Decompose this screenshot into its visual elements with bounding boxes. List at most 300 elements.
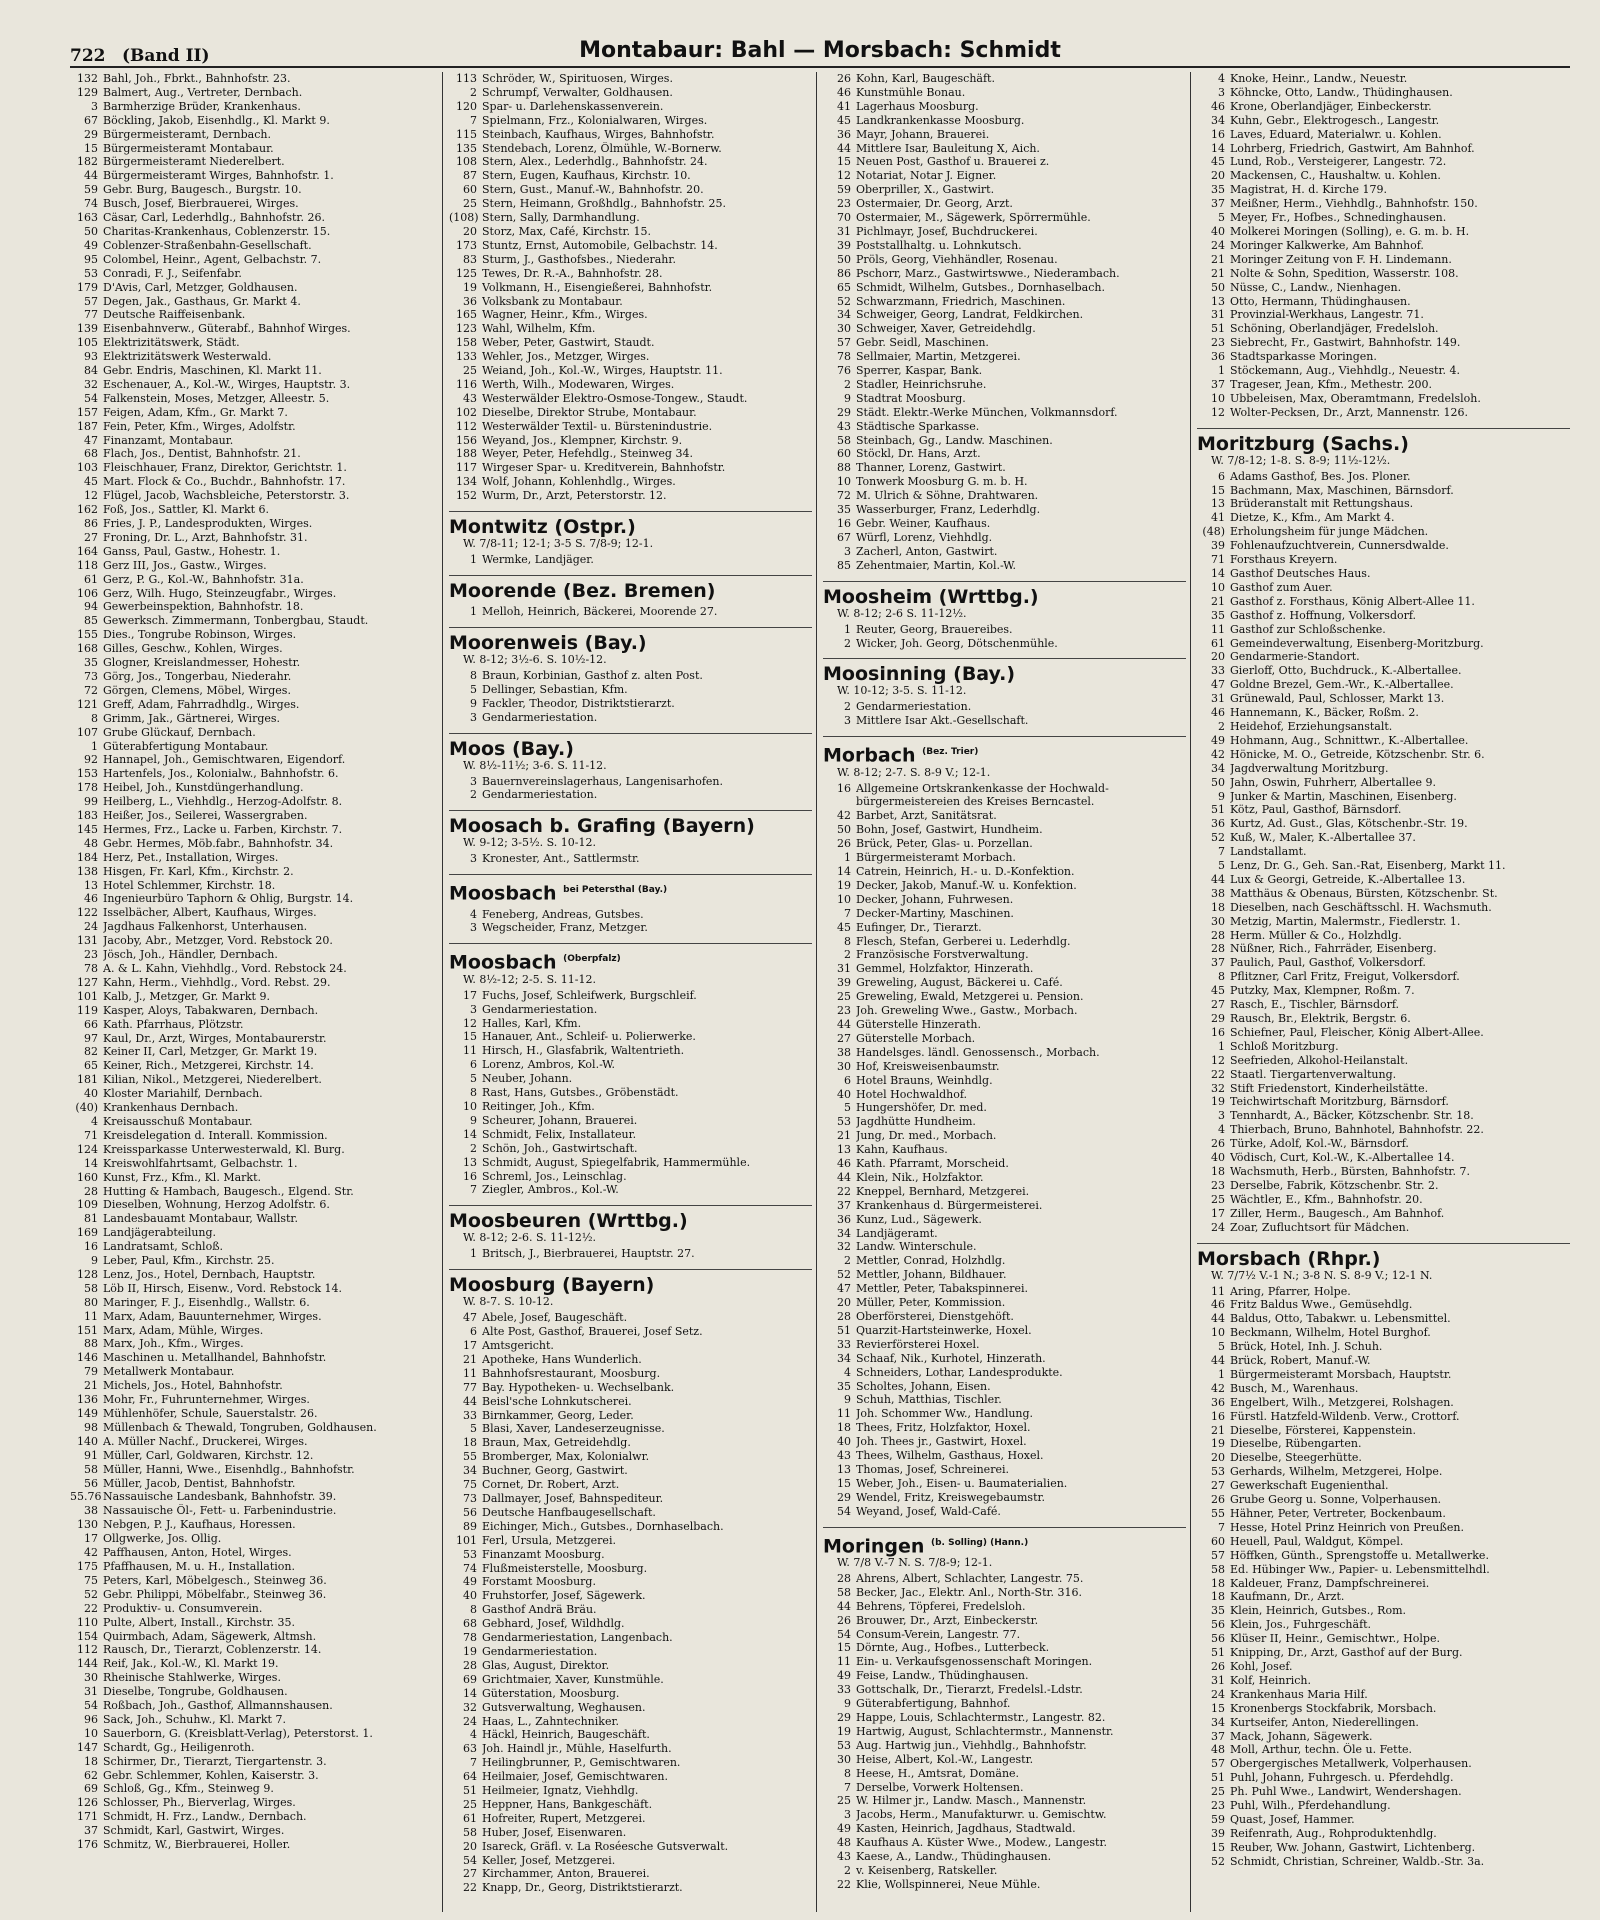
phone-number: 88 [84,1337,98,1351]
phone-number: 8 [1218,970,1225,984]
phone-number: 30 [837,322,851,336]
subscriber-name: Finanzamt Moosburg. [482,1547,605,1561]
directory-entry [823,100,1186,114]
subscriber-name: Deutsche Hanfbaugesellschaft. [482,1505,656,1519]
subscriber-name: v. Keisenberg, Ratskeller. [856,1863,998,1877]
directory-entry [70,434,438,448]
directory-entry [70,378,438,392]
place-heading [823,658,1186,697]
subscriber-name: Müller, Peter, Kommission. [856,1296,1006,1310]
directory-entry [823,1505,1186,1519]
place-name: Moosheim (Wrttbg.) [823,585,1039,608]
subscriber-name: Erholungsheim für junge Mädchen. [1230,525,1429,539]
directory-entry [449,1247,812,1261]
directory-entry [1197,1521,1570,1535]
phone-number: 2 [844,1254,851,1268]
directory-entry [1197,1479,1570,1493]
phone-number: 49 [837,1822,851,1836]
directory-entry [449,1840,812,1854]
phone-number: 1 [844,622,851,636]
phone-number: 52 [837,294,851,308]
directory-entry [449,336,812,350]
phone-number: 25 [463,364,477,378]
subscriber-name: Hartwig, August, Schlachtermstr., Mannenstr. [856,1724,1114,1738]
directory-entry [449,142,812,156]
column-1 [70,72,438,1912]
phone-number: 48 [1211,1743,1225,1757]
subscriber-name: Schneiders, Lothar, Landesprodukte. [856,1365,1063,1379]
place-name: Moos (Bay.) [449,737,574,760]
phone-number: 60 [463,183,477,197]
subscriber-name: Trageser, Jean, Kfm., Methestr. 200. [1230,377,1433,391]
subscriber-name: Engelbert, Wilh., Metzgerei, Rolshagen. [1230,1395,1454,1409]
phone-number: 15 [1211,1701,1225,1715]
subscriber-name: Ed. Hübinger Ww., Papier- u. Lebensmittelhdl. [1230,1562,1490,1576]
directory-entry [70,364,438,378]
directory-entry [1197,915,1570,929]
directory-entry [823,1115,1186,1129]
phone-number: 4 [470,1728,477,1742]
phone-number: 43 [837,1449,851,1463]
directory-entry [823,1739,1186,1753]
subscriber-name: Marx, Adam, Bauunternehmer, Wirges. [103,1309,322,1323]
subscriber-name: Heißer, Jos., Seilerei, Wassergraben. [103,809,308,823]
phone-number: 14 [837,865,851,879]
subscriber-name: Volksbank zu Montabaur. [482,294,623,308]
directory-entry [823,1822,1186,1836]
directory-entry [823,239,1186,253]
directory-entry [823,489,1186,503]
directory-entry [823,893,1186,907]
subscriber-name: Westerwälder Textil- u. Bürstenindustrie. [482,419,713,433]
subscriber-name: Pulte, Albert, Install., Kirchstr. 35. [103,1615,296,1629]
directory-entry [449,1617,812,1631]
phone-number: 8 [470,1603,477,1617]
directory-entry [449,1395,812,1409]
page-number: 722 [70,46,106,66]
subscriber-name: Maschinen u. Metallhandel, Bahnhofstr. [103,1351,327,1365]
phone-number: 47 [463,1311,477,1325]
subscriber-name: Hannemann, K., Bäcker, Roßm. 2. [1230,706,1419,720]
directory-entry [823,1240,1186,1254]
directory-entry [70,1838,438,1852]
subscriber-name: Zehentmaier, Martin, Kol.-W. [856,558,1016,572]
phone-number: 10 [1211,1326,1225,1340]
directory-entry [1197,1354,1570,1368]
phone-number: 9 [844,1697,851,1711]
subscriber-name: Gendarmeriestation, Langenbach. [482,1631,673,1645]
directory-entry [1197,1410,1570,1424]
office-hours: W. 8-12; 2-7. S. 8-9 V.; 12-1. [837,765,991,779]
subscriber-name: Kath. Pfarrhaus, Plötzstr. [103,1017,244,1031]
place-name: Moosbach $^{(Oberpfalz)}$ [449,951,621,974]
directory-entry [70,545,438,559]
subscriber-name: Happe, Louis, Schlachtermstr., Langestr. 82. [856,1711,1106,1724]
office-hours: W. 8-12; 3½-6. S. 10½-12. [463,652,607,666]
subscriber-name: Gerhards, Wilhelm, Metzgerei, Holpe. [1230,1465,1443,1479]
phone-number: 7 [470,1183,477,1197]
directory-entry [823,225,1186,239]
phone-number: 7 [470,1756,477,1770]
subscriber-name: Moll, Arthur, techn. Öle u. Fette. [1230,1743,1413,1757]
subscriber-name: Hisgen, Fr. Karl, Kfm., Kirchstr. 2. [103,864,294,878]
phone-number: 34 [1211,761,1225,775]
phone-number: 109 [77,1198,98,1212]
subscriber-name: Hermes, Frz., Lacke u. Farben, Kirchstr. 7. [103,822,343,836]
directory-entry [70,420,438,434]
phone-number: 84 [84,364,98,378]
directory-entry [70,865,438,879]
directory-entry [70,573,438,587]
directory-entry [823,1477,1186,1491]
directory-entry [1197,1646,1570,1660]
subscriber-name: Deutsche Raiffeisenbank. [103,308,246,322]
directory-entry [449,1589,812,1603]
phone-number: 2 [844,377,851,391]
subscriber-name: Krankenhaus Dernbach. [103,1101,239,1115]
directory-entry [70,267,438,281]
subscriber-name: Stendebach, Lorenz, Ölmühle, W.-Bornerw. [482,141,722,155]
directory-entry [449,1673,812,1687]
phone-number: 96 [84,1712,98,1726]
phone-number: 6 [844,1073,851,1087]
directory-entry [70,1630,438,1644]
directory-entry [449,921,812,935]
directory-entry [823,336,1186,350]
subscriber-name: Eufinger, Dr., Tierarzt. [856,920,982,934]
phone-number: 12 [463,1016,477,1030]
directory-entry [823,1199,1186,1213]
phone-number: 3 [470,1002,477,1016]
office-hours: W. 7/8 V.-7 N. S. 7/8-9; 12-1. [837,1555,993,1569]
phone-number: 42 [84,1546,98,1560]
subscriber-name: Fohlenaufzuchtverein, Cunnersdwalde. [1230,539,1449,553]
phone-number: 46 [1211,1298,1225,1312]
directory-entry [70,253,438,267]
directory-entry [70,1560,438,1574]
directory-entry [449,1562,812,1576]
phone-number: 160 [77,1170,98,1184]
directory-entry [823,1725,1186,1739]
directory-entry [449,392,812,406]
directory-entry [1197,392,1570,406]
subscriber-name: Derselbe, Vorwerk Holtensen. [856,1780,1024,1794]
directory-entry [1197,183,1570,197]
phone-number: 8 [844,1766,851,1780]
directory-entry [823,1101,1186,1115]
phone-number: 7 [470,113,477,127]
office-hours: W. 8½-11½; 3-6. S. 11-12. [463,758,607,772]
phone-number: 46 [1211,99,1225,113]
directory-entry [449,1409,812,1423]
subscriber-name: Peters, Karl, Möbelgesch., Steinweg 36. [103,1573,327,1587]
subscriber-name: Eichinger, Mich., Gutsbes., Dornhaselbach. [482,1519,724,1533]
phone-number: 125 [456,266,477,280]
subscriber-name: Scheurer, Johann, Brauerei. [482,1113,638,1127]
directory-entry [70,1518,438,1532]
phone-number: 50 [837,823,851,837]
subscriber-name: Schloß, Gg., Kfm., Steinweg 9. [103,1782,274,1796]
subscriber-name: Kuhn, Gebr., Elektrogesch., Langestr. [1230,113,1440,127]
phone-number: 102 [456,405,477,419]
phone-number: 58 [1211,1562,1225,1576]
subscriber-name: Thanner, Lorenz, Gastwirt. [856,461,1006,475]
subscriber-name: Busch, M., Warenhaus. [1230,1381,1359,1395]
directory-entry [823,637,1186,651]
place-heading [823,1527,1186,1569]
subscriber-name: Wegscheider, Franz, Metzger. [482,921,648,935]
directory-entry [1197,1068,1570,1082]
phone-number: 12 [84,489,98,503]
phone-number: 3 [1218,1109,1225,1123]
subscriber-name: Heilmeier, Ignatz, Viehhdlg. [482,1784,639,1798]
subscriber-name: Jung, Dr. med., Morbach. [856,1129,997,1143]
subscriber-name: Städt. Elektr.-Werke München, Volkmannsdorf. [856,405,1118,419]
phone-number: 28 [1211,942,1225,956]
phone-number: 25 [1211,1785,1225,1799]
phone-number: 37 [1211,377,1225,391]
directory-entry [1197,281,1570,295]
directory-entry [1197,364,1570,378]
subscriber-name: Knoke, Heinr., Landw., Neuestr. [1230,72,1408,85]
subscriber-name: Lorenz, Ambros, Kol.-W. [482,1058,616,1072]
subscriber-name: Klein, Heinrich, Gutsbes., Rom. [1230,1604,1407,1618]
subscriber-name: Kilian, Nikol., Metzgerei, Niederelbert. [103,1073,322,1087]
phone-number: 45 [84,475,98,489]
subscriber-name: Landkrankenkasse Moosburg. [856,113,1025,127]
directory-entry [823,1421,1186,1435]
phone-number: 80 [84,1295,98,1309]
phone-number: 15 [1211,1840,1225,1854]
place-name: Morsbach (Rhpr.) [1197,1247,1381,1270]
directory-entry [823,406,1186,420]
phone-number: 21 [84,1379,98,1393]
subscriber-name: Jagdhütte Hundheim. [856,1115,976,1129]
phone-number: 21 [463,1352,477,1366]
subscriber-name: Krone, Oberlandjäger, Einbeckerstr. [1230,99,1432,113]
subscriber-name: Höffken, Günth., Sprengstoffe u. Metallwerke. [1230,1548,1489,1562]
phone-number: 46 [84,892,98,906]
subscriber-name: Schmidt, August, Spiegelfabrik, Hammermühle. [482,1155,751,1169]
phone-number: 35 [837,503,851,517]
subscriber-name: Güterstelle Hinzerath. [856,1017,981,1031]
phone-number: 27 [1211,998,1225,1012]
place-heading [449,943,812,985]
phone-number: 19 [1211,1437,1225,1451]
phone-number: 129 [77,85,98,99]
subscriber-name: Herz, Pet., Installation, Wirges. [103,850,279,864]
phone-number: 98 [84,1420,98,1434]
directory-entry [449,475,812,489]
directory-entry [1197,1674,1570,1688]
directory-entry [70,1393,438,1407]
subscriber-name: Quast, Josef, Hammer. [1230,1812,1355,1826]
phone-number: 61 [84,572,98,586]
directory-entry [1197,748,1570,762]
phone-number: 25 [463,197,477,211]
subscriber-name: Schweiger, Georg, Landrat, Feldkirchen. [856,308,1084,322]
subscriber-name: Braun, Max, Getreidehdlg. [482,1436,631,1450]
subscriber-name: Kaufmann, Dr., Arzt. [1230,1590,1345,1604]
phone-number: 34 [837,308,851,322]
subscriber-name: Marx, Adam, Mühle, Wirges. [103,1323,264,1337]
subscriber-name: Fein, Peter, Kfm., Wirges, Adolfstr. [103,419,296,433]
subscriber-name: Heise, Albert, Kol.-W., Langestr. [856,1752,1034,1766]
subscriber-name: Michels, Jos., Hotel, Bahnhofstr. [103,1379,283,1393]
phone-number: 19 [837,878,851,892]
directory-entry [449,364,812,378]
phone-number: 40 [837,1435,851,1449]
directory-entry [823,879,1186,893]
subscriber-name: Busch, Josef, Bierbrauerei, Wirges. [103,197,299,211]
phone-number: 38 [837,1045,851,1059]
phone-number: 9 [844,1393,851,1407]
phone-number: 124 [77,1142,98,1156]
phone-number: 1 [470,1247,477,1261]
phone-number: 22 [463,1881,477,1895]
directory-entry [1197,581,1570,595]
directory-entry [1197,155,1570,169]
directory-entry [823,475,1186,489]
directory-entry [449,1492,812,1506]
phone-number: 46 [837,1157,851,1171]
directory-entry [70,990,438,1004]
directory-entry [449,183,812,197]
phone-number: 182 [77,155,98,169]
phone-number: 149 [77,1407,98,1420]
phone-number: 3 [844,1808,851,1822]
subscriber-name: Mettler, Conrad, Holzhdlg. [856,1254,1006,1268]
subscriber-name: Wehler, Jos., Metzger, Wirges. [482,350,650,364]
phone-number: 23 [837,197,851,211]
phone-number: 2 [844,700,851,714]
directory-entry [70,86,438,100]
directory-entry [70,614,438,628]
phone-number: 31 [84,1685,98,1699]
directory-entry [70,1616,438,1630]
subscriber-name: Kreisausschuß Montabaur. [103,1114,253,1128]
directory-entry [823,1171,1186,1185]
phone-number: 35 [1211,183,1225,197]
subscriber-name: Notariat, Notar J. Eigner. [856,169,997,183]
subscriber-name: Feneberg, Andreas, Gutsbes. [482,907,644,921]
subscriber-name: Neuen Post, Gasthof u. Brauerei z. [856,155,1050,169]
subscriber-name: Gewerbeinspektion, Bahnhofstr. 18. [103,600,304,614]
directory-entry [449,225,812,239]
subscriber-name: Nüßner, Rich., Fahrräder, Eisenberg. [1230,942,1437,956]
phone-number: 14 [1211,567,1225,580]
place-name: Moritzburg (Sachs.) [1197,432,1409,455]
phone-number: 58 [463,1825,477,1839]
subscriber-name: Kahn, Herm., Viehhdlg., Vord. Rebst. 29. [103,975,331,989]
phone-number: 42 [1211,1381,1225,1395]
directory-entry [70,1087,438,1101]
subscriber-name: Türke, Adolf, Kol.-W., Bärnsdorf. [1230,1137,1409,1151]
subscriber-name: Tennhardt, A., Bäcker, Kötzschenbr. Str. 18. [1230,1109,1474,1123]
subscriber-name: A. & L. Kahn, Viehhdlg., Vord. Rebstock 24. [103,962,347,975]
subscriber-name: A. Müller Nachf., Druckerei, Wirges. [103,1434,308,1448]
subscriber-name: Ganss, Paul, Gastw., Hohestr. 1. [103,544,281,558]
subscriber-name: Foß, Jos., Sattler, Kl. Markt 6. [103,503,270,517]
subscriber-name: Görgen, Clemens, Möbel, Wirges. [103,683,291,697]
directory-entry [1197,1137,1570,1151]
phone-number: 73 [84,669,98,683]
phone-number: 54 [84,391,98,405]
phone-number: 26 [837,1613,851,1627]
directory-entry [823,1004,1186,1018]
phone-number: 123 [456,322,477,336]
phone-number: 38 [84,1504,98,1518]
directory-entry [823,1324,1186,1338]
directory-columns [70,72,1570,1912]
phone-number: 44 [1211,1312,1225,1326]
directory-entry [449,1170,812,1184]
directory-entry [823,1060,1186,1074]
directory-entry [449,461,812,475]
phone-number: 140 [77,1434,98,1448]
subscriber-name: Weyand, Josef, Wald-Café. [856,1504,1001,1518]
directory-entry [70,100,438,114]
phone-number: 14 [1211,141,1225,155]
phone-number: 138 [77,864,98,878]
directory-entry [70,920,438,934]
phone-number: 8 [844,934,851,948]
subscriber-name: Spielmann, Frz., Kolonialwaren, Wirges. [482,113,708,127]
phone-number: 26 [1211,1493,1225,1507]
subscriber-name: Wolf, Johann, Kohlenhdlg., Wirges. [482,475,676,489]
phone-number: 3 [844,714,851,728]
running-title: Montabaur: Bahl — Morsbach: Schmidt [579,38,1061,63]
directory-entry [1197,350,1570,364]
directory-entry [449,211,812,225]
directory-entry [70,753,438,767]
place-qualifier: (Oberpfalz) [563,954,621,965]
subscriber-name: Gerz, P. G., Kol.-W., Bahnhofstr. 31a. [103,572,304,586]
subscriber-name: Ostermaier, Dr. Georg, Arzt. [856,197,1013,211]
phone-number: 2 [470,85,477,99]
phone-number: 33 [1211,664,1225,678]
phone-number: 43 [837,419,851,433]
directory-entry [70,1463,438,1477]
phone-number: 152 [456,489,477,503]
directory-entry [449,434,812,448]
phone-number: 60 [1211,1534,1225,1548]
phone-number: 51 [463,1784,477,1798]
subscriber-name: Gebr. Hermes, Möb.fabr., Bahnhofstr. 34. [103,836,334,850]
phone-number: 49 [84,238,98,252]
phone-number: 4 [1218,1123,1225,1137]
directory-entry [1197,1012,1570,1026]
phone-number: 1 [1218,364,1225,378]
subscriber-name: Kronester, Ant., Sattlermstr. [482,852,640,866]
phone-number: 28 [837,1310,851,1324]
phone-number: 135 [456,141,477,155]
subscriber-name: Lagerhaus Moosburg. [856,99,979,113]
subscriber-name: Hirsch, H., Glasfabrik, Waltentrieth. [482,1044,685,1058]
directory-entry [823,823,1186,837]
subscriber-name: Meißner, Herm., Viehhdlg., Bahnhofstr. 150. [1230,197,1478,211]
directory-entry [70,1490,438,1504]
subscriber-name: Kaufhaus A. Küster Wwe., Modew., Langestr. [856,1836,1107,1850]
phone-number: 187 [77,419,98,433]
directory-entry [70,1685,438,1699]
subscriber-name: bürgermeistereien des Kreises Berncastel. [856,795,1095,809]
directory-entry [823,1864,1186,1878]
phone-number: 12 [1211,405,1225,419]
place-name: Moringen $^{(b. Solling) (Hann.)}$ [823,1534,1029,1557]
directory-entry [449,1867,812,1881]
phone-number: 44 [837,141,851,155]
